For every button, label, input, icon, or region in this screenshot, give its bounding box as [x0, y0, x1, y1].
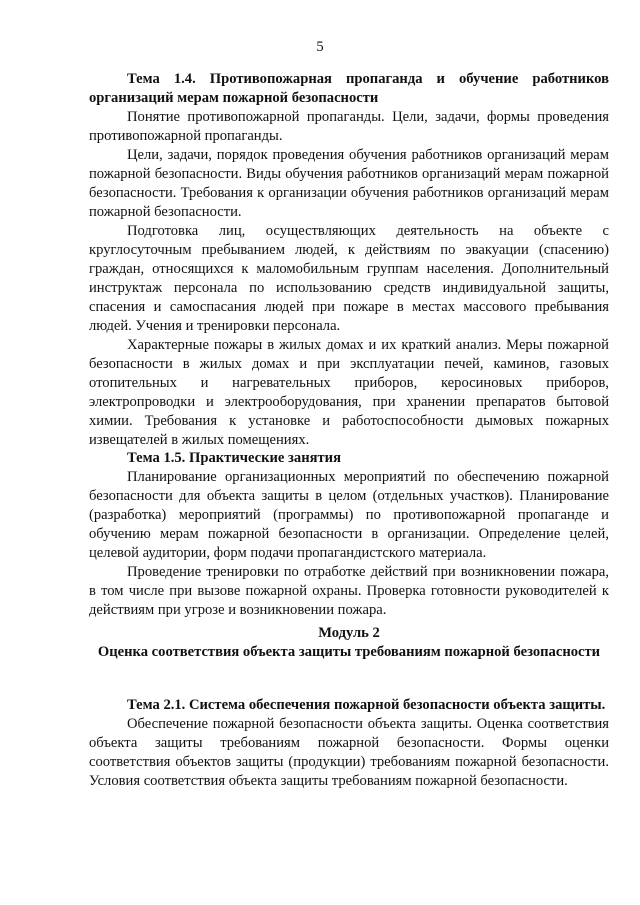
module-2-title: Оценка соответствия объекта защиты требованиям пожарной безопасности [97, 644, 601, 660]
topic-1-5-paragraph-2: Проведение тренировки по отработке действий при возникновении пожара, в том числе при вызове пожарной охраны. Проверка готовности руководителей к действиям при угрозе и возникновении пожара. [89, 564, 609, 618]
topic-1-5-title: Тема 1.5. Практические занятия [127, 450, 341, 466]
topic-1-4-paragraph-3: Подготовка лиц, осуществляющих деятельность на объекте с круглосуточным пребыванием людей, к действиям по эвакуации (спасению) граждан, относящихся к маломобильным группам населения. Дополнительный инструктаж персонала по использованию средств индивидуальной защиты, спасения и самоспасания людей при пожаре в местах массового пребывания людей. Учения и тренировки персонала. [89, 223, 609, 334]
topic-1-4-paragraph-4: Характерные пожары в жилых домах и их краткий анализ. Меры пожарной безопасности в жилых домах и при эксплуатации печей, каминов, газовых отопительных и нагревательных приборов, керосиновых приборов, электропроводки и электрооборудования, при хранении препаратов бытовой химии. Требования к установке и работоспособности дымовых пожарных извещателей в жилых помещениях. [89, 337, 609, 448]
topic-1-4-section [89, 70, 609, 450]
topic-2-1-section [89, 696, 609, 791]
topic-1-5-paragraph-1: Планирование организационных мероприятий по обеспечению пожарной безопасности для объекта защиты в целом (отдельных участков). Планирование (разработка) мероприятий (программы) по противопожарной пропаганде и обучению мерам пожарной безопасности в организации. Определение целей, целевой аудитории, форм подачи пропагандистского материала. [89, 469, 609, 561]
module-2-label: Модуль 2 [318, 625, 380, 641]
topic-2-1-paragraph-1: Обеспечение пожарной безопасности объекта защиты. Оценка соответствия объекта защиты требованиям пожарной безопасности. Формы оценки соответствия объектов защиты (продукции) требованиям пожарной безопасности. Условия соответствия объекта защиты требованиям пожарной безопасности. [89, 716, 609, 789]
module-2-header [89, 624, 609, 662]
page-number: 5 [316, 39, 324, 55]
topic-1-4-paragraph-1: Понятие противопожарной пропаганды. Цели, задачи, формы проведения противопожарной пропаганды. [89, 109, 609, 144]
topic-1-5-section [89, 449, 609, 620]
topic-1-4-title: Тема 1.4. Противопожарная пропаганда и обучение работников организаций мерам пожарной безопасности [89, 71, 609, 106]
topic-1-4-paragraph-2: Цели, задачи, порядок проведения обучения работников организаций мерам пожарной безопасности. Виды обучения работников организаций мерам пожарной безопасности. Требования к организации обучения работников организаций мерам пожарной безопасности. [89, 147, 609, 220]
topic-2-1-title: Тема 2.1. Система обеспечения пожарной безопасности объекта защиты. [127, 697, 606, 713]
